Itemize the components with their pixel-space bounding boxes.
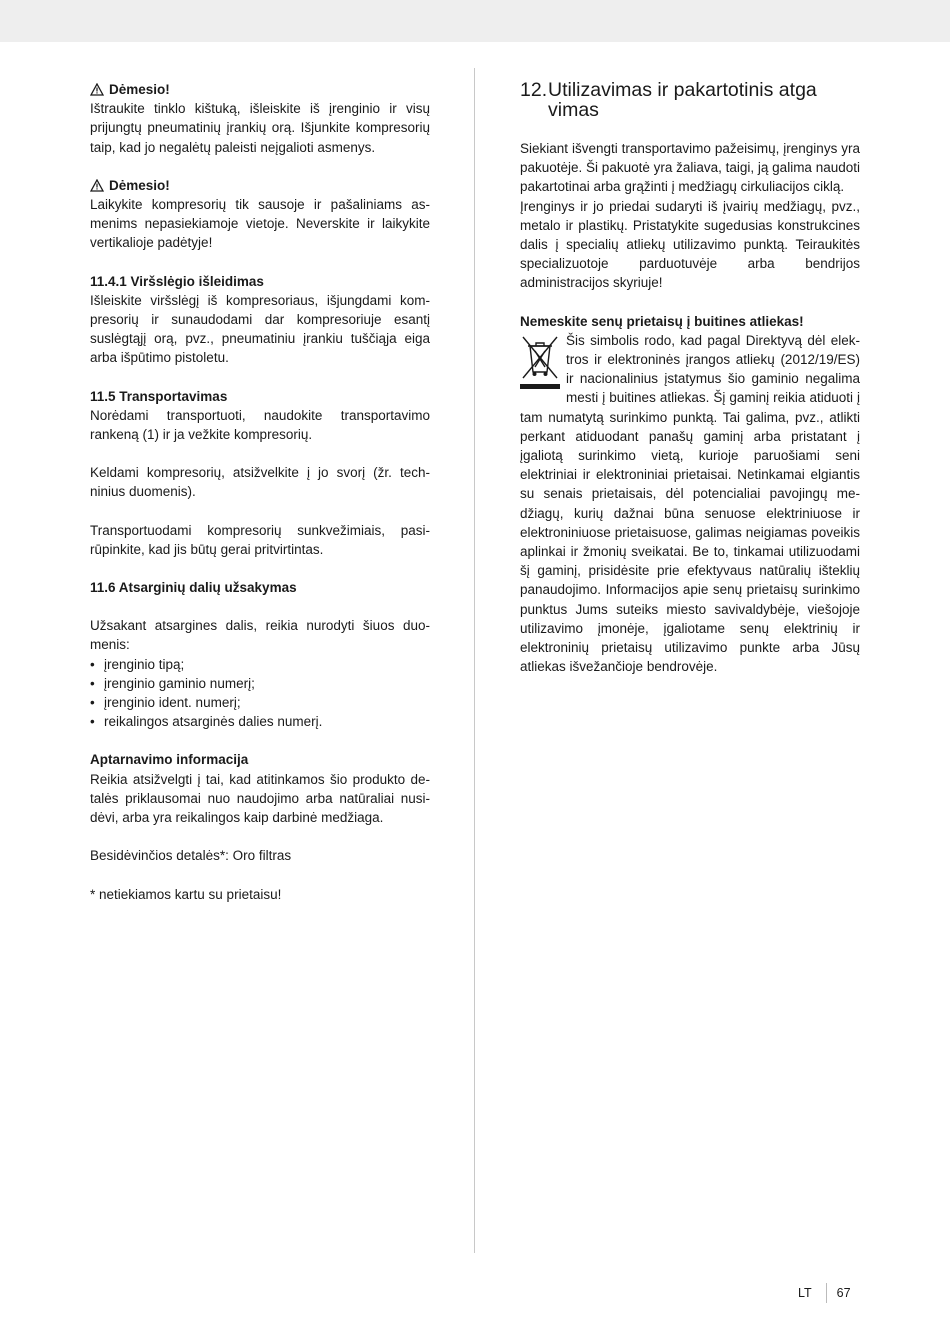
footnote-text: * netiekiamos kartu su prietaisu! [90, 886, 282, 902]
list-item: • įrenginio gaminio numerį; [90, 674, 430, 693]
list-item: • įrenginio tipą; [90, 655, 430, 674]
page-footer [798, 1283, 851, 1303]
spare-parts-list [90, 655, 430, 732]
list-item: • reikalingos atsarginės dalies numerį. [90, 712, 430, 731]
disposal-paragraph-1: Siekiant išvengti transportavimo pažeisimų, įrenginys yra pakuotėje. Ši pakuotė yra žaliava, taigi, ją galima naudoti pakartotinai arba grąžinti į medžiagų cirkuliacijos ciklą. [520, 141, 860, 195]
warning-1-title: Dėmesio! [109, 82, 170, 97]
disposal-paragraph-2: Įrenginys ir jo priedai sudaryti iš įvairių medžiagų, pvz., metalo ir plastikų. Pristatykite sugedusias konstrukcines dalis į specialių atliekų utilizavimo punktą. Teiraukitės specializuotoje parduotuvėje arba bendrijos administracijos skyriuje! [520, 198, 860, 291]
section-12-number: 12. [520, 79, 548, 101]
left-column [90, 80, 430, 904]
warning-2-title: Dėmesio! [109, 177, 170, 193]
weee-block [520, 331, 860, 677]
section-12-heading [520, 80, 860, 120]
page-number: 67 [836, 1286, 851, 1300]
section-12-title-line-1: Utilizavimas ir pakartotinis atga [548, 79, 817, 101]
footer-separator [826, 1283, 827, 1303]
section-11-4-1-title: 11.4.1 Viršslėgio išleidimas [90, 273, 264, 289]
warning-triangle-icon [90, 179, 104, 192]
wear-parts-text: Besidėvinčios detalės*: Oro filtras [90, 848, 292, 864]
warning-1-heading [90, 80, 430, 99]
section-11-6-intro: Užsakant atsargines dalis, reikia nurodyti šiuos duomenis: [90, 618, 430, 653]
warning-1-text: Ištraukite tinklo kištuką, išleiskite iš įrenginio ir visų prijungtų pneumatinių įrankių orą. Išjunkite kompresorių taip, kad jo negalėtų paleisti neįgalioti asmenys. [90, 101, 430, 155]
column-divider [474, 68, 475, 1253]
service-info-text: Reikia atsižvelgti į tai, kad atitinkamos šio produkto detalės priklausomai nuo naudojimo arba natūraliai nusidėvi, arba yra reikalingos kaip darbinė medžiaga. [90, 771, 430, 826]
warning-2-text: Laikykite kompresorių tik sausoje ir pašaliniams asmenims nepasiekiamoje vietoje. Neverskite ir laikykite vertikalioje padėtyje! [90, 197, 430, 251]
section-11-5-text-3: Transportuodami kompresorių sunkvežimiais, pasirūpinkite, kad jis būtų gerai pritvirtintas. [90, 522, 430, 557]
section-11-5-title: 11.5 Transportavimas [90, 388, 228, 404]
list-item: • įrenginio ident. numerį; [90, 693, 430, 712]
section-12-title-line-2: vimas [548, 99, 599, 121]
language-code: LT [798, 1286, 812, 1300]
top-bar [0, 0, 950, 42]
section-11-5-text-1: Norėdami transportuoti, naudokite transportavimo rankeną (1) ir ja vežkite kompresorių. [90, 407, 430, 443]
weee-warning-title: Nemeskite senų prietaisų į buitines atliekas! [520, 313, 804, 329]
warning-triangle-icon [90, 83, 104, 96]
section-11-4-1-text: Išleiskite viršslėgį iš kompresoriaus, išjungdami kompresorių ir sunaudodami dar kompresoriuje esantį suslėgtąjį orą, pvz., pneumatiniu įrankiu tuščiąja eiga arba išpūtimo pistoletu. [90, 292, 430, 366]
weee-text: Šis simbolis rodo, kad pagal Direktyvą dėl elektros ir elektroninės įrangos atliekų (2012/19/ES) ir nacionalinius įstatymus šio gaminio negalima mesti į buitines atliekas. Šį gaminį reikia atiduoti į tam numatytą surinkimo punktą. Tai galima, pvz., atlikti perkant atiduodant panašų gaminį arba pristatant į įgaliotą surinkimo vietą, kurioje paruošiami seni elektriniai ir elektroniniai prietaisai. Netinkamai elgiantis su senais prietaisais, dėl potencialiai pavojingų medžiagų, kurių dažnai būna senuose elektriniuose ir elektroniniuose prietaisuose, galimas neigiamas poveikis aplinkai ir žmonių sveikatai. Be to, tinkamai utilizuodami šį gaminį, prisidėsite prie efektyvaus natūralių išteklių panaudojimo. Informacijos apie senų prietaisų surinkimo punktus Jums suteiks miesto savivaldybėje, viešojoje utilizavimo įmonėje, įgaliotame senų elektrinių ir elektroninių prietaisų utilizavimo punkte arba Jūsų atliekas išvežančioje bendrovėje. [520, 332, 860, 675]
crossed-out-bin-icon [520, 334, 560, 390]
right-column [520, 80, 860, 676]
section-11-6-title: 11.6 Atsarginių dalių užsakymas [90, 580, 297, 596]
warning-2-heading [90, 176, 430, 195]
service-info-title: Aptarnavimo informacija [90, 752, 249, 768]
section-11-5-text-2: Keldami kompresorių, atsižvelkite į jo svorį (žr. techninius duomenis). [90, 465, 430, 500]
